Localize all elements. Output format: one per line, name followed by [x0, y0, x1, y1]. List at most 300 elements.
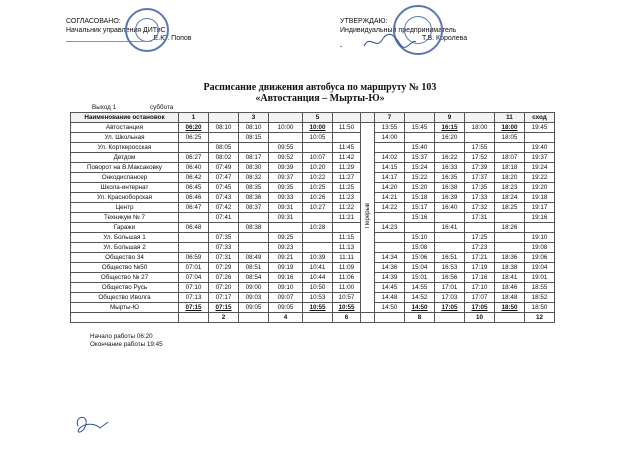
footer-trip-number [375, 313, 405, 323]
time-cell [375, 213, 405, 223]
time-cell: 06:20 [179, 123, 209, 133]
time-cell: 08:38 [239, 223, 269, 233]
time-cell [179, 243, 209, 253]
time-cell: 08:32 [239, 173, 269, 183]
time-cell: 08:49 [239, 253, 269, 263]
time-cell: 14:34 [375, 253, 405, 263]
time-cell: 19:18 [525, 193, 555, 203]
time-cell: 07:43 [209, 193, 239, 203]
time-cell: 09:55 [269, 143, 303, 153]
time-cell: 16:41 [435, 223, 465, 233]
table-row [71, 253, 555, 263]
time-cell [405, 223, 435, 233]
time-cell [303, 213, 333, 223]
time-cell: 16:20 [435, 133, 465, 143]
time-cell [239, 143, 269, 153]
time-cell: 08:02 [209, 153, 239, 163]
stop-name: Детдом [71, 153, 179, 163]
time-cell: 15:17 [405, 203, 435, 213]
time-cell [525, 133, 555, 143]
time-cell: 08:35 [239, 183, 269, 193]
time-cell: 19:22 [525, 173, 555, 183]
time-cell: 16:51 [435, 253, 465, 263]
time-cell: 07:45 [209, 183, 239, 193]
time-cell: 06:40 [179, 163, 209, 173]
time-cell: 07:01 [179, 263, 209, 273]
time-cell: 09:39 [269, 163, 303, 173]
time-cell [239, 213, 269, 223]
time-cell: 18:55 [525, 283, 555, 293]
header-stop-name: Наименование остановок [71, 113, 179, 123]
approved-label-left: СОГЛАСОВАНО: [66, 18, 121, 25]
table-header-row [71, 113, 555, 123]
time-cell: 08:54 [239, 273, 269, 283]
header-trip-number: 11 [495, 113, 525, 123]
time-cell: 11:13 [333, 243, 361, 253]
time-cell: 14:15 [375, 163, 405, 173]
approver-position-right: Индивидуальный предприниматель [340, 26, 457, 34]
time-cell: 08:15 [239, 133, 269, 143]
time-cell: 17:16 [465, 273, 495, 283]
time-cell [209, 133, 239, 143]
stop-name: Общество 34 [71, 253, 179, 263]
table-row [71, 173, 555, 183]
time-cell [333, 133, 361, 143]
stop-name: Ул. Красноборская [71, 193, 179, 203]
time-cell: 18:52 [525, 293, 555, 303]
time-cell: 06:25 [179, 133, 209, 143]
time-cell: 09:37 [269, 173, 303, 183]
approver-position-left: Начальник управления ДИТиС [66, 26, 166, 34]
time-cell: 16:15 [435, 123, 465, 133]
time-cell: 10:41 [303, 263, 333, 273]
time-cell: 11:09 [333, 263, 361, 273]
footer-trip-number: 10 [465, 313, 495, 323]
time-cell: 09:19 [269, 263, 303, 273]
footer-trip-number: 8 [405, 313, 435, 323]
time-cell: 16:35 [435, 173, 465, 183]
time-cell: 10:27 [303, 203, 333, 213]
time-cell: 14:48 [375, 293, 405, 303]
time-cell: 09:05 [239, 303, 269, 313]
time-cell: 11:15 [333, 233, 361, 243]
stop-name: Онкодиспансер [71, 173, 179, 183]
time-cell: 07:42 [209, 203, 239, 213]
time-cell: 15:08 [405, 243, 435, 253]
time-cell: 11:22 [333, 203, 361, 213]
time-cell: 14:22 [375, 203, 405, 213]
time-cell: 07:17 [209, 293, 239, 303]
table-row [71, 243, 555, 253]
stop-name: Общество № 27 [71, 273, 179, 283]
time-cell: 19:45 [525, 123, 555, 133]
time-cell: 10:00 [269, 123, 303, 133]
time-cell: 17:52 [465, 153, 495, 163]
footer-trip-number [495, 313, 525, 323]
header-trip-number: 9 [435, 113, 465, 123]
time-cell: 18:07 [495, 153, 525, 163]
time-cell: 08:51 [239, 263, 269, 273]
time-cell: 09:21 [269, 253, 303, 263]
time-cell: 11:06 [333, 273, 361, 283]
table-row [71, 293, 555, 303]
time-cell [375, 143, 405, 153]
time-cell: 18:50 [495, 303, 525, 313]
time-cell: 11:27 [333, 173, 361, 183]
time-cell: 08:17 [239, 153, 269, 163]
time-cell [435, 233, 465, 243]
time-cell: 15:22 [405, 173, 435, 183]
signature-bottom [70, 408, 114, 438]
time-cell: 11:11 [333, 253, 361, 263]
footer-trip-number: 6 [333, 313, 361, 323]
header-trip-number [209, 113, 239, 123]
table-row [71, 193, 555, 203]
time-cell: 14:02 [375, 153, 405, 163]
stop-name: Техникум № 7 [71, 213, 179, 223]
stop-name: Общество Иволга [71, 293, 179, 303]
stop-name: Мырты-Ю [71, 303, 179, 313]
time-cell: 07:04 [179, 273, 209, 283]
time-cell: 07:10 [179, 283, 209, 293]
time-cell: 15:45 [405, 123, 435, 133]
signature-right [360, 30, 420, 52]
time-cell [435, 143, 465, 153]
header-trip-number [465, 113, 495, 123]
time-cell [179, 143, 209, 153]
time-cell: 16:53 [435, 263, 465, 273]
time-cell: 11:23 [333, 193, 361, 203]
time-cell: 15:04 [405, 263, 435, 273]
time-cell: 09:07 [269, 293, 303, 303]
time-cell [405, 133, 435, 143]
time-cell: 17:35 [465, 183, 495, 193]
time-cell: 19:40 [525, 143, 555, 153]
stop-name: Общество №50 [71, 263, 179, 273]
time-cell: 16:39 [435, 193, 465, 203]
time-cell: 18:00 [465, 123, 495, 133]
time-cell [303, 143, 333, 153]
time-cell: 19:08 [525, 243, 555, 253]
time-cell [269, 223, 303, 233]
time-cell: 07:15 [209, 303, 239, 313]
time-cell: 11:50 [333, 123, 361, 133]
time-cell: 15:18 [405, 193, 435, 203]
time-cell: 15:10 [405, 233, 435, 243]
time-cell: 19:06 [525, 253, 555, 263]
time-cell: 07:33 [209, 243, 239, 253]
time-cell: 11:21 [333, 213, 361, 223]
time-cell: 09:00 [239, 283, 269, 293]
time-cell: 11:42 [333, 153, 361, 163]
time-cell: 18:50 [525, 303, 555, 313]
time-cell: 06:42 [179, 173, 209, 183]
time-cell: 09:35 [269, 183, 303, 193]
time-cell: 17:31 [465, 213, 495, 223]
time-cell: 18:20 [495, 173, 525, 183]
schedule-title [0, 82, 640, 104]
time-cell: 14:45 [375, 283, 405, 293]
time-cell: 13:55 [375, 123, 405, 133]
time-cell: 18:48 [495, 293, 525, 303]
time-cell [239, 233, 269, 243]
time-cell: 08:10 [239, 123, 269, 133]
time-cell: 10:07 [303, 153, 333, 163]
time-cell: 18:18 [495, 163, 525, 173]
time-cell: 17:01 [435, 283, 465, 293]
table-row [71, 283, 555, 293]
time-cell: 18:41 [495, 273, 525, 283]
stop-name: Общество Русь [71, 283, 179, 293]
time-cell: 15:16 [405, 213, 435, 223]
time-cell: 11:45 [333, 143, 361, 153]
time-cell: 16:33 [435, 163, 465, 173]
time-cell [179, 213, 209, 223]
header-break-gap [361, 113, 375, 123]
header-trip-number [333, 113, 361, 123]
time-cell: 19:17 [525, 203, 555, 213]
table-row [71, 123, 555, 133]
time-cell: 17:33 [465, 193, 495, 203]
time-cell: 06:46 [179, 193, 209, 203]
time-cell [333, 223, 361, 233]
table-row [71, 303, 555, 313]
time-cell: 07:49 [209, 163, 239, 173]
time-cell: 17:05 [435, 303, 465, 313]
official-seal-left [125, 8, 169, 52]
time-cell: 15:01 [405, 273, 435, 283]
time-cell [375, 243, 405, 253]
time-cell: 18:24 [495, 193, 525, 203]
footer-trip-number [435, 313, 465, 323]
footer-trip-number: 4 [269, 313, 303, 323]
time-cell: 17:03 [435, 293, 465, 303]
time-cell: 09:03 [239, 293, 269, 303]
table-row [71, 233, 555, 243]
time-cell: 07:31 [209, 253, 239, 263]
time-cell: 16:38 [435, 183, 465, 193]
time-cell: 10:25 [303, 183, 333, 193]
stop-name: Поворот на В.Максаковку [71, 163, 179, 173]
time-cell [209, 223, 239, 233]
time-cell: 17:05 [465, 303, 495, 313]
header-trip-number: сход [525, 113, 555, 123]
time-cell: 18:05 [495, 133, 525, 143]
time-cell: 07:15 [179, 303, 209, 313]
time-cell [495, 213, 525, 223]
time-cell: 18:38 [495, 263, 525, 273]
time-cell: 17:21 [465, 253, 495, 263]
time-cell: 10:22 [303, 173, 333, 183]
time-cell: 14:20 [375, 183, 405, 193]
time-cell: 07:26 [209, 273, 239, 283]
time-cell: 06:59 [179, 253, 209, 263]
time-cell: 10:26 [303, 193, 333, 203]
time-cell: 16:22 [435, 153, 465, 163]
table-row [71, 213, 555, 223]
time-cell [239, 243, 269, 253]
stop-name: Ул. Большая 1 [71, 233, 179, 243]
header-trip-number: 7 [375, 113, 405, 123]
time-cell: 14:52 [405, 293, 435, 303]
time-cell: 07:41 [209, 213, 239, 223]
time-cell: 14:21 [375, 193, 405, 203]
time-cell: 11:25 [333, 183, 361, 193]
time-cell [303, 243, 333, 253]
time-cell: 07:35 [209, 233, 239, 243]
table-row [71, 163, 555, 173]
time-cell: 17:23 [465, 243, 495, 253]
time-cell: 19:10 [525, 233, 555, 243]
footer-trip-number: 12 [525, 313, 555, 323]
time-cell [435, 213, 465, 223]
time-cell: 08:37 [239, 203, 269, 213]
time-cell: 14:50 [375, 303, 405, 313]
approver-dash: - [340, 43, 343, 51]
time-cell: 11:00 [333, 283, 361, 293]
footer-break-gap [361, 313, 375, 323]
time-cell: 07:47 [209, 173, 239, 183]
time-cell: 17:37 [465, 173, 495, 183]
time-cell [495, 233, 525, 243]
time-cell [303, 233, 333, 243]
footer-trip-number [179, 313, 209, 323]
time-cell: 15:40 [405, 143, 435, 153]
time-cell [375, 233, 405, 243]
footer-trip-number [239, 313, 269, 323]
header-trip-number: 5 [303, 113, 333, 123]
stop-name: Гаражи [71, 223, 179, 233]
table-row [71, 273, 555, 283]
time-cell: 14:55 [405, 283, 435, 293]
footer-trip-number [303, 313, 333, 323]
time-cell: 18:25 [495, 203, 525, 213]
header-trip-number [405, 113, 435, 123]
time-cell: 18:36 [495, 253, 525, 263]
time-cell: 10:50 [303, 283, 333, 293]
stop-name: Центр [71, 203, 179, 213]
time-cell: 10:39 [303, 253, 333, 263]
header-trip-number [269, 113, 303, 123]
table-row [71, 153, 555, 163]
time-cell: 09:16 [269, 273, 303, 283]
time-cell: 08:05 [209, 143, 239, 153]
exit-label: Выход 1 [92, 104, 117, 111]
time-cell: 14:00 [375, 133, 405, 143]
time-cell: 06:48 [179, 223, 209, 233]
time-cell: 19:01 [525, 273, 555, 283]
time-cell: 06:47 [179, 203, 209, 213]
approver-sign-left: ______________________ Е.Ю. Попов [66, 35, 192, 42]
table-row [71, 133, 555, 143]
table-row [71, 203, 555, 213]
time-cell: 17:10 [465, 283, 495, 293]
time-cell: 06:45 [179, 183, 209, 193]
time-cell: 10:44 [303, 273, 333, 283]
footer-blank [71, 313, 179, 323]
time-cell: 15:20 [405, 183, 435, 193]
time-cell: 09:23 [269, 243, 303, 253]
time-cell: 17:19 [465, 263, 495, 273]
time-cell: 14:17 [375, 173, 405, 183]
time-cell: 18:26 [495, 223, 525, 233]
time-cell [495, 143, 525, 153]
time-cell: 19:20 [525, 183, 555, 193]
time-cell [269, 133, 303, 143]
time-cell [435, 243, 465, 253]
approved-label-right: УТВЕРЖДАЮ: [340, 18, 388, 25]
time-cell [495, 243, 525, 253]
time-cell [465, 223, 495, 233]
time-cell: 19:24 [525, 163, 555, 173]
time-cell: 16:56 [435, 273, 465, 283]
time-cell: 19:04 [525, 263, 555, 273]
timetable [70, 112, 555, 323]
time-cell: 19:16 [525, 213, 555, 223]
time-cell: 09:33 [269, 193, 303, 203]
time-cell: 14:36 [375, 263, 405, 273]
time-cell: 18:46 [495, 283, 525, 293]
table-row [71, 143, 555, 153]
time-cell: 15:37 [405, 153, 435, 163]
stop-name: Ул. Большая 2 [71, 243, 179, 253]
time-cell: 15:24 [405, 163, 435, 173]
time-cell [179, 233, 209, 243]
work-end: Окончание работы 19:45 [90, 341, 163, 348]
time-cell: 08:36 [239, 193, 269, 203]
time-cell: 10:28 [303, 223, 333, 233]
stop-name: Автостанция [71, 123, 179, 133]
time-cell: 17:32 [465, 203, 495, 213]
footer-trip-number: 2 [209, 313, 239, 323]
stop-name: Школа-интернат [71, 183, 179, 193]
time-cell: 10:55 [303, 303, 333, 313]
time-cell: 06:27 [179, 153, 209, 163]
time-cell: 09:52 [269, 153, 303, 163]
time-cell: 14:23 [375, 223, 405, 233]
table-row [71, 183, 555, 193]
time-cell: 10:05 [303, 133, 333, 143]
time-cell: 14:50 [405, 303, 435, 313]
time-cell: 10:00 [303, 123, 333, 133]
approver-sign-right: Т.В. Королева [422, 35, 468, 42]
time-cell: 16:40 [435, 203, 465, 213]
time-cell: 07:20 [209, 283, 239, 293]
title-line-2: «Автостанция – Мырты-Ю» [255, 93, 385, 104]
work-start: Начало работы 06:20 [90, 333, 153, 340]
time-cell: 17:07 [465, 293, 495, 303]
break-cell [361, 123, 375, 313]
header-trip-number: 3 [239, 113, 269, 123]
time-cell: 15:06 [405, 253, 435, 263]
stop-name: Ул. Школьная [71, 133, 179, 143]
time-cell: 17:25 [465, 233, 495, 243]
time-cell: 09:10 [269, 283, 303, 293]
header-trip-number: 1 [179, 113, 209, 123]
time-cell: 18:00 [495, 123, 525, 133]
time-cell: 17:55 [465, 143, 495, 153]
time-cell: 14:39 [375, 273, 405, 283]
time-cell: 10:20 [303, 163, 333, 173]
table-row [71, 223, 555, 233]
time-cell: 10:53 [303, 293, 333, 303]
time-cell: 09:31 [269, 213, 303, 223]
time-cell: 19:37 [525, 153, 555, 163]
time-cell: 10:55 [333, 303, 361, 313]
table-row [71, 263, 555, 273]
table-footer-row [71, 313, 555, 323]
stop-name: Ул. Корткеросская [71, 143, 179, 153]
